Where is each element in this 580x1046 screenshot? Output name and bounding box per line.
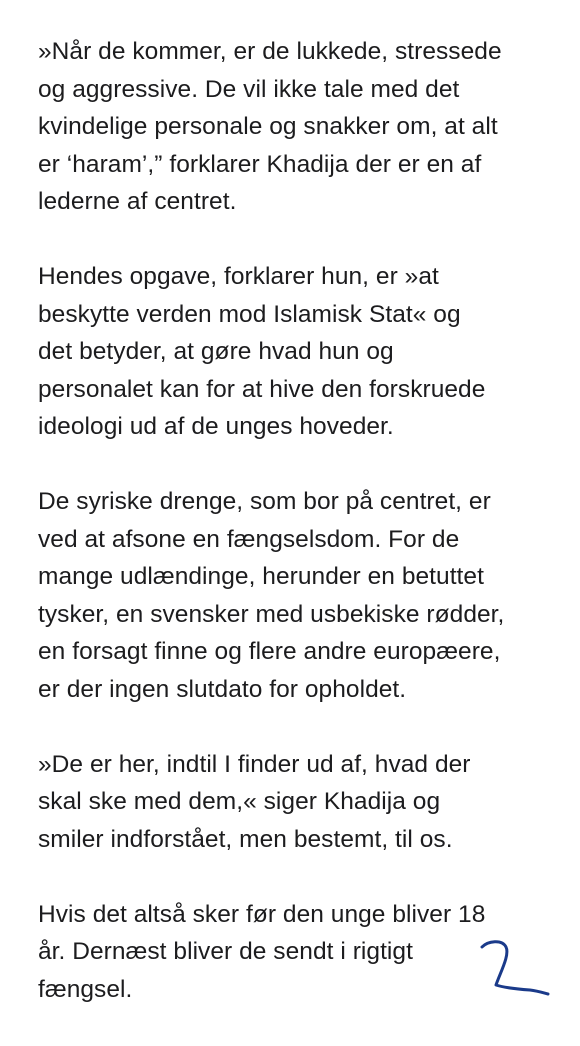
- text-line: Hendes opgave, forklarer hun, er »at: [38, 263, 439, 290]
- text-line: og aggressive. De vil ikke tale med det: [38, 75, 460, 103]
- text-line: år. Dernæst bliver de sendt i rigtigt: [38, 938, 413, 965]
- text-line: mange udlændinge, herunder en betuttet: [38, 563, 484, 590]
- text-line: lederne af centret.: [38, 188, 237, 215]
- text-line: ideologi ud af de unges hoveder.: [38, 413, 394, 440]
- paragraph: [38, 746, 558, 859]
- text-line: tysker, en svensker med usbekiske rødder,: [38, 600, 505, 628]
- paragraph: [38, 258, 558, 446]
- text-line: De syriske drenge, som bor på centret, er: [38, 488, 491, 515]
- text-line: er ‘haram’,” forklarer Khadija der er en af: [38, 150, 482, 178]
- handwritten-scribble-icon: [470, 935, 560, 1005]
- paragraph: [38, 483, 558, 708]
- text-line: »Når de kommer, er de lukkede, stressede: [38, 38, 502, 65]
- article-body: [38, 33, 558, 1046]
- text-line: beskytte verden mod Islamisk Stat« og: [38, 300, 461, 328]
- text-line: fængsel.: [38, 975, 133, 1003]
- text-line: det betyder, at gøre hvad hun og: [38, 338, 394, 365]
- paragraph: [38, 33, 558, 221]
- text-line: ved at afsone en fængselsdom. For de: [38, 525, 460, 553]
- text-line: smiler indforstået, men bestemt, til os.: [38, 825, 453, 853]
- text-line: kvindelige personale og snakker om, at alt: [38, 113, 498, 140]
- text-line: skal ske med dem,« siger Khadija og: [38, 788, 441, 815]
- text-line: »De er her, indtil I finder ud af, hvad der: [38, 750, 471, 778]
- text-line: er der ingen slutdato for opholdet.: [38, 675, 407, 703]
- text-line: Hvis det altså sker før den unge bliver 18: [38, 900, 486, 928]
- text-line: en forsagt finne og flere andre europæere,: [38, 638, 501, 665]
- text-line: personalet kan for at hive den forskruede: [38, 375, 486, 403]
